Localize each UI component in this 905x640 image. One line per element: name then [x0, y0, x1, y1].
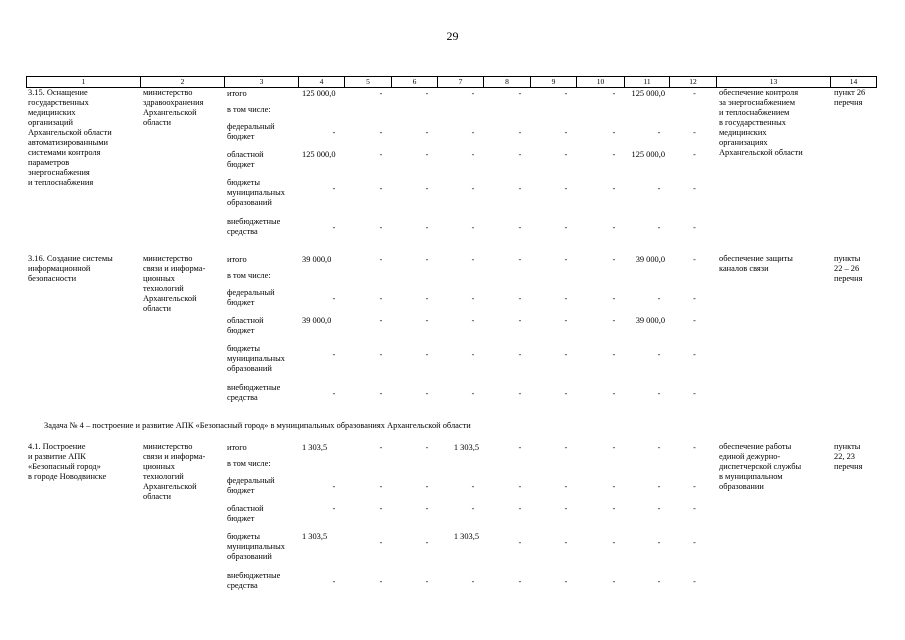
- value-dash: -: [693, 294, 696, 303]
- value-dash: -: [612, 184, 616, 193]
- executor: министерство здравоохранения Архангельской области: [143, 88, 204, 127]
- value-dash: -: [612, 128, 616, 137]
- value-dash: -: [471, 255, 475, 264]
- expected-result: обеспечение контроля за энергоснабжением и теплоснабжением в государственных медицинских организациях Архангельской области: [719, 88, 803, 157]
- value-dash: -: [332, 504, 336, 513]
- value-dash: -: [518, 389, 522, 398]
- value-dash: -: [657, 294, 661, 303]
- amount: 39 000,0: [302, 255, 332, 264]
- value-dash: -: [518, 504, 522, 513]
- expected-result: обеспечение защиты каналов связи: [719, 254, 793, 273]
- value-dash: -: [379, 577, 383, 586]
- value-dash: -: [379, 128, 383, 137]
- value-dash: -: [693, 89, 696, 98]
- funding-source: областной бюджет: [227, 150, 264, 169]
- amount: 125 000,0: [631, 150, 665, 159]
- funding-source: бюджеты муниципальных образований: [227, 178, 285, 207]
- funding-source: в том числе:: [227, 459, 271, 468]
- value-dash: -: [693, 223, 696, 232]
- value-dash: -: [332, 184, 336, 193]
- value-dash: -: [518, 294, 522, 303]
- column-header-8: 8: [483, 77, 530, 87]
- value-dash: -: [564, 150, 568, 159]
- value-dash: -: [693, 150, 696, 159]
- value-dash: -: [612, 443, 616, 452]
- value-dash: -: [564, 223, 568, 232]
- value-dash: -: [379, 223, 383, 232]
- column-header-14: 14: [830, 77, 877, 87]
- value-dash: -: [425, 223, 429, 232]
- value-dash: -: [332, 294, 336, 303]
- value-dash: -: [379, 504, 383, 513]
- value-dash: -: [425, 443, 429, 452]
- value-dash: -: [518, 316, 522, 325]
- value-dash: -: [332, 482, 336, 491]
- funding-source: внебюджетные средства: [227, 217, 281, 236]
- value-dash: -: [518, 443, 522, 452]
- value-dash: -: [693, 443, 696, 452]
- page-number: 29: [446, 29, 459, 43]
- value-dash: -: [693, 128, 696, 137]
- value-dash: -: [657, 577, 661, 586]
- value-dash: -: [379, 255, 383, 264]
- value-dash: -: [425, 350, 429, 359]
- value-dash: -: [693, 184, 696, 193]
- value-dash: -: [471, 89, 475, 98]
- value-dash: -: [425, 538, 429, 547]
- value-dash: -: [518, 255, 522, 264]
- value-dash: -: [379, 482, 383, 491]
- amount: 39 000,0: [635, 255, 665, 264]
- value-dash: -: [379, 184, 383, 193]
- value-dash: -: [612, 504, 616, 513]
- value-dash: -: [425, 128, 429, 137]
- value-dash: -: [657, 538, 661, 547]
- value-dash: -: [332, 577, 336, 586]
- column-header-10: 10: [576, 77, 624, 87]
- funding-source: федеральный бюджет: [227, 288, 275, 307]
- value-dash: -: [657, 128, 661, 137]
- funding-source: в том числе:: [227, 105, 271, 114]
- value-dash: -: [425, 316, 429, 325]
- column-header-4: 4: [298, 77, 344, 87]
- reference: пункт 26 перечня: [834, 88, 866, 107]
- value-dash: -: [332, 389, 336, 398]
- value-dash: -: [564, 504, 568, 513]
- value-dash: -: [471, 294, 475, 303]
- value-dash: -: [471, 316, 475, 325]
- value-dash: -: [612, 255, 616, 264]
- value-dash: -: [657, 389, 661, 398]
- value-dash: -: [518, 223, 522, 232]
- value-dash: -: [379, 294, 383, 303]
- value-dash: -: [612, 350, 616, 359]
- funding-source: бюджеты муниципальных образований: [227, 344, 285, 373]
- amount: 1 303,5: [453, 443, 479, 452]
- funding-source: областной бюджет: [227, 316, 264, 335]
- value-dash: -: [471, 504, 475, 513]
- value-dash: -: [657, 443, 661, 452]
- value-dash: -: [379, 150, 383, 159]
- value-dash: -: [657, 482, 661, 491]
- column-header-3: 3: [224, 77, 298, 87]
- value-dash: -: [425, 504, 429, 513]
- value-dash: -: [518, 482, 522, 491]
- value-dash: -: [518, 538, 522, 547]
- value-dash: -: [657, 504, 661, 513]
- value-dash: -: [564, 255, 568, 264]
- value-dash: -: [612, 538, 616, 547]
- value-dash: -: [612, 482, 616, 491]
- value-dash: -: [518, 128, 522, 137]
- expected-result: обеспечение работы единой дежурно- диспетчерской службы в муниципальном образовании: [719, 442, 802, 491]
- value-dash: -: [425, 577, 429, 586]
- value-dash: -: [564, 294, 568, 303]
- column-header-13: 13: [716, 77, 830, 87]
- value-dash: -: [564, 350, 568, 359]
- value-dash: -: [471, 389, 475, 398]
- value-dash: -: [693, 538, 696, 547]
- funding-source: внебюджетные средства: [227, 383, 281, 402]
- column-header-11: 11: [624, 77, 669, 87]
- value-dash: -: [471, 223, 475, 232]
- value-dash: -: [332, 128, 336, 137]
- value-dash: -: [564, 538, 568, 547]
- value-dash: -: [425, 150, 429, 159]
- value-dash: -: [379, 316, 383, 325]
- value-dash: -: [332, 223, 336, 232]
- value-dash: -: [693, 504, 696, 513]
- value-dash: -: [518, 89, 522, 98]
- funding-source: бюджеты муниципальных образований: [227, 532, 285, 561]
- value-dash: -: [657, 184, 661, 193]
- value-dash: -: [379, 350, 383, 359]
- value-dash: -: [693, 389, 696, 398]
- value-dash: -: [612, 223, 616, 232]
- value-dash: -: [425, 482, 429, 491]
- column-header-5: 5: [344, 77, 391, 87]
- value-dash: -: [379, 89, 383, 98]
- amount: 39 000,0: [302, 316, 332, 325]
- value-dash: -: [425, 294, 429, 303]
- value-dash: -: [425, 89, 429, 98]
- measure-name: 3.16. Создание системы информационной безопасности: [28, 254, 113, 283]
- column-header-9: 9: [530, 77, 576, 87]
- value-dash: -: [564, 89, 568, 98]
- amount: 1 303,5: [453, 532, 479, 541]
- reference: пункты 22 – 26 перечня: [834, 254, 863, 283]
- funding-source: итого: [227, 89, 247, 98]
- value-dash: -: [379, 389, 383, 398]
- value-dash: -: [471, 184, 475, 193]
- value-dash: -: [471, 128, 475, 137]
- value-dash: -: [612, 389, 616, 398]
- value-dash: -: [425, 255, 429, 264]
- task-heading: Задача № 4 – построение и развитие АПК «Безопасный город» в муниципальных образованиях Архангельской области: [44, 421, 471, 430]
- amount: 125 000,0: [302, 89, 336, 98]
- value-dash: -: [471, 150, 475, 159]
- measure-name: 4.1. Построение и развитие АПК «Безопасный город» в городе Новодвинске: [28, 442, 107, 481]
- value-dash: -: [471, 577, 475, 586]
- value-dash: -: [379, 443, 383, 452]
- value-dash: -: [612, 316, 616, 325]
- funding-source: внебюджетные средства: [227, 571, 281, 590]
- value-dash: -: [612, 89, 616, 98]
- reference: пункты 22, 23 перечня: [834, 442, 863, 471]
- table-header: [26, 76, 877, 88]
- value-dash: -: [693, 482, 696, 491]
- value-dash: -: [693, 577, 696, 586]
- funding-source: областной бюджет: [227, 504, 264, 523]
- column-header-1: 1: [26, 77, 140, 87]
- value-dash: -: [564, 184, 568, 193]
- value-dash: -: [471, 350, 475, 359]
- funding-source: итого: [227, 255, 247, 264]
- funding-source: федеральный бюджет: [227, 122, 275, 141]
- value-dash: -: [693, 316, 696, 325]
- value-dash: -: [425, 184, 429, 193]
- column-header-7: 7: [437, 77, 483, 87]
- value-dash: -: [612, 150, 616, 159]
- value-dash: -: [612, 294, 616, 303]
- amount: 39 000,0: [635, 316, 665, 325]
- value-dash: -: [425, 389, 429, 398]
- column-header-6: 6: [391, 77, 437, 87]
- value-dash: -: [564, 577, 568, 586]
- value-dash: -: [379, 538, 383, 547]
- value-dash: -: [657, 223, 661, 232]
- amount: 1 303,5: [302, 532, 328, 541]
- amount: 125 000,0: [631, 89, 665, 98]
- executor: министерство связи и информа- ционных технологий Архангельской области: [143, 442, 206, 501]
- funding-source: итого: [227, 443, 247, 452]
- column-header-12: 12: [669, 77, 716, 87]
- funding-source: в том числе:: [227, 271, 271, 280]
- value-dash: -: [471, 482, 475, 491]
- amount: 125 000,0: [302, 150, 336, 159]
- value-dash: -: [564, 316, 568, 325]
- value-dash: -: [518, 184, 522, 193]
- value-dash: -: [518, 150, 522, 159]
- value-dash: -: [564, 389, 568, 398]
- value-dash: -: [657, 350, 661, 359]
- amount: 1 303,5: [302, 443, 328, 452]
- value-dash: -: [693, 350, 696, 359]
- executor: министерство связи и информа- ционных технологий Архангельской области: [143, 254, 206, 313]
- value-dash: -: [564, 128, 568, 137]
- value-dash: -: [518, 577, 522, 586]
- value-dash: -: [518, 350, 522, 359]
- value-dash: -: [693, 255, 696, 264]
- value-dash: -: [564, 482, 568, 491]
- value-dash: -: [332, 350, 336, 359]
- measure-name: 3.15. Оснащение государственных медицинских организаций Архангельской области автоматизированными системами контроля параметров энергоснабжения и теплоснабжения: [28, 88, 112, 187]
- value-dash: -: [612, 577, 616, 586]
- column-header-2: 2: [140, 77, 224, 87]
- funding-source: федеральный бюджет: [227, 476, 275, 495]
- value-dash: -: [564, 443, 568, 452]
